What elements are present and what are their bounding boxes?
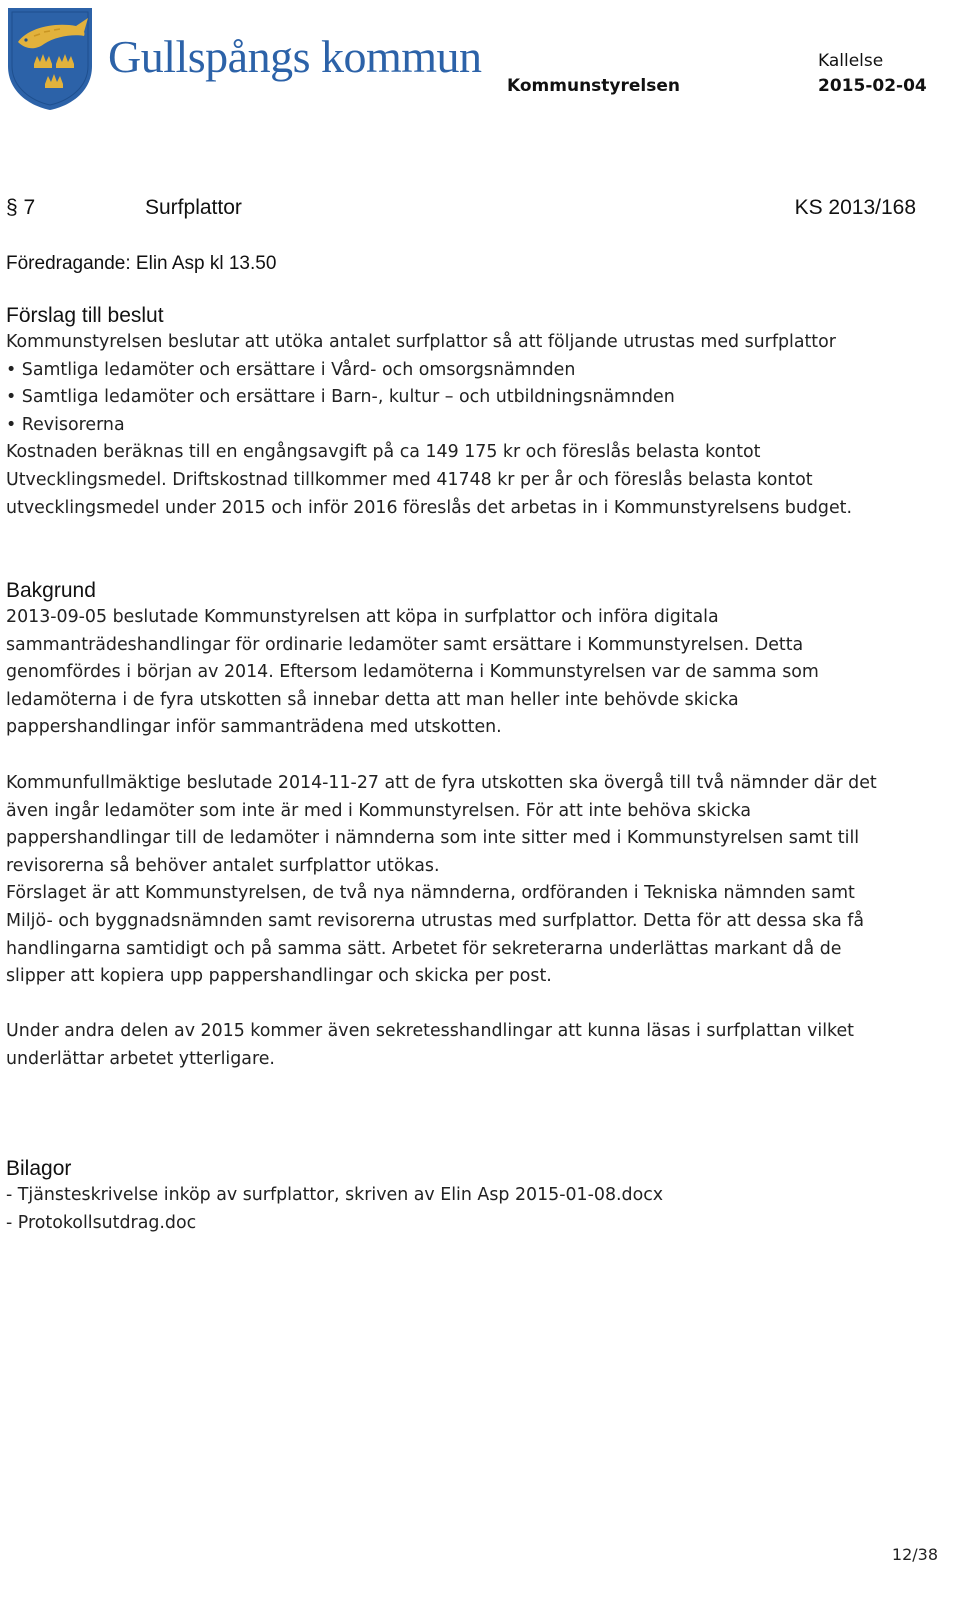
- text-line: Förslaget är att Kommunstyrelsen, de två nya nämnderna, ordföranden i Tekniska nämnden samt: [6, 883, 855, 904]
- text-line: Utvecklingsmedel. Driftskostnad tillkommer med 41748 kr per år och föreslås belasta kontot: [6, 469, 813, 490]
- item-title: Surfplattor: [145, 196, 242, 219]
- attachments-list: [6, 1182, 941, 1237]
- text-line: Miljö- och byggnadsnämnden samt revisorerna utrustas med surfplattor. Detta för att dessa ska få: [6, 910, 865, 931]
- presenter-line: Föredragande: Elin Asp kl 13.50: [6, 253, 277, 274]
- agenda-item-heading: [6, 196, 916, 226]
- text-line: även ingår ledamöter som inte är med i Kommunstyrelsen. För att inte behöva skicka: [6, 800, 752, 821]
- text-line: revisorerna så behöver antalet surfplattor utökas.: [6, 855, 440, 876]
- text-line: pappershandlingar inför sammanträdena med utskotten.: [6, 717, 502, 738]
- background-heading: Bakgrund: [6, 579, 96, 602]
- municipality-crest-logo: [4, 4, 96, 112]
- background-paragraph-1: [6, 604, 941, 742]
- bullet-line: • Revisorerna: [6, 414, 125, 435]
- background-paragraph-3: [6, 1018, 941, 1073]
- text-line: genomfördes i början av 2014. Eftersom ledamöterna i Kommunstyrelsen var de samma som: [6, 662, 819, 683]
- document-type: Kallelse: [818, 51, 884, 71]
- proposal-text: [6, 329, 941, 522]
- background-paragraph-2: [6, 770, 941, 991]
- document-date: 2015-02-04: [818, 76, 927, 96]
- text-line: handlingarna samtidigt och på samma sätt. Arbetet för sekreterarna underlättas markant då de: [6, 938, 842, 959]
- item-number: § 7: [6, 196, 36, 219]
- text-line: Kostnaden beräknas till en engångsavgift på ca 149 175 kr och föreslås belasta kontot: [6, 442, 761, 463]
- attachments-heading: Bilagor: [6, 1157, 72, 1180]
- org-name: Gullspångs kommun: [108, 31, 482, 82]
- text-line: slipper att kopiera upp pappershandlingar och skicka per post.: [6, 966, 552, 987]
- crest-icon: [4, 4, 96, 112]
- text-line: underlättar arbetet ytterligare.: [6, 1048, 275, 1069]
- committee-name: Kommunstyrelsen: [507, 76, 681, 96]
- text-line: 2013-09-05 beslutade Kommunstyrelsen att köpa in surfplattor och införa digitala: [6, 607, 719, 627]
- case-number: KS 2013/168: [794, 196, 916, 219]
- bullet-line: • Samtliga ledamöter och ersättare i Vård- och omsorgsnämnden: [6, 359, 576, 380]
- text-line: pappershandlingar till de ledamöter i nämnderna som inte sitter med i Kommunstyrelsen samt till: [6, 828, 860, 849]
- page-number: 12/38: [891, 1545, 938, 1564]
- text-line: sammanträdeshandlingar för ordinarie ledamöter samt ersättare i Kommunstyrelsen. Detta: [6, 634, 804, 655]
- proposal-heading: Förslag till beslut: [6, 304, 164, 327]
- bullet-line: • Samtliga ledamöter och ersättare i Barn-, kultur – och utbildningsnämnden: [6, 387, 675, 408]
- text-line: Kommunstyrelsen beslutar att utöka antalet surfplattor så att följande utrustas med surfplattor: [6, 332, 836, 352]
- attachment-item: - Protokollsutdrag.doc: [6, 1212, 197, 1233]
- text-line: Under andra delen av 2015 kommer även sekretesshandlingar att kunna läsas i surfplattan vilket: [6, 1021, 854, 1041]
- text-line: ledamöterna i de fyra utskotten så innebar detta att man heller inte behövde skicka: [6, 689, 739, 710]
- text-line: utvecklingsmedel under 2015 och inför 2016 föreslås det arbetas in i Kommunstyrelsens budget.: [6, 497, 852, 518]
- text-line: Kommunfullmäktige beslutade 2014-11-27 att de fyra utskotten ska övergå till två nämnder där det: [6, 773, 877, 793]
- attachment-item: - Tjänsteskrivelse inköp av surfplattor, skriven av Elin Asp 2015-01-08.docx: [6, 1185, 664, 1205]
